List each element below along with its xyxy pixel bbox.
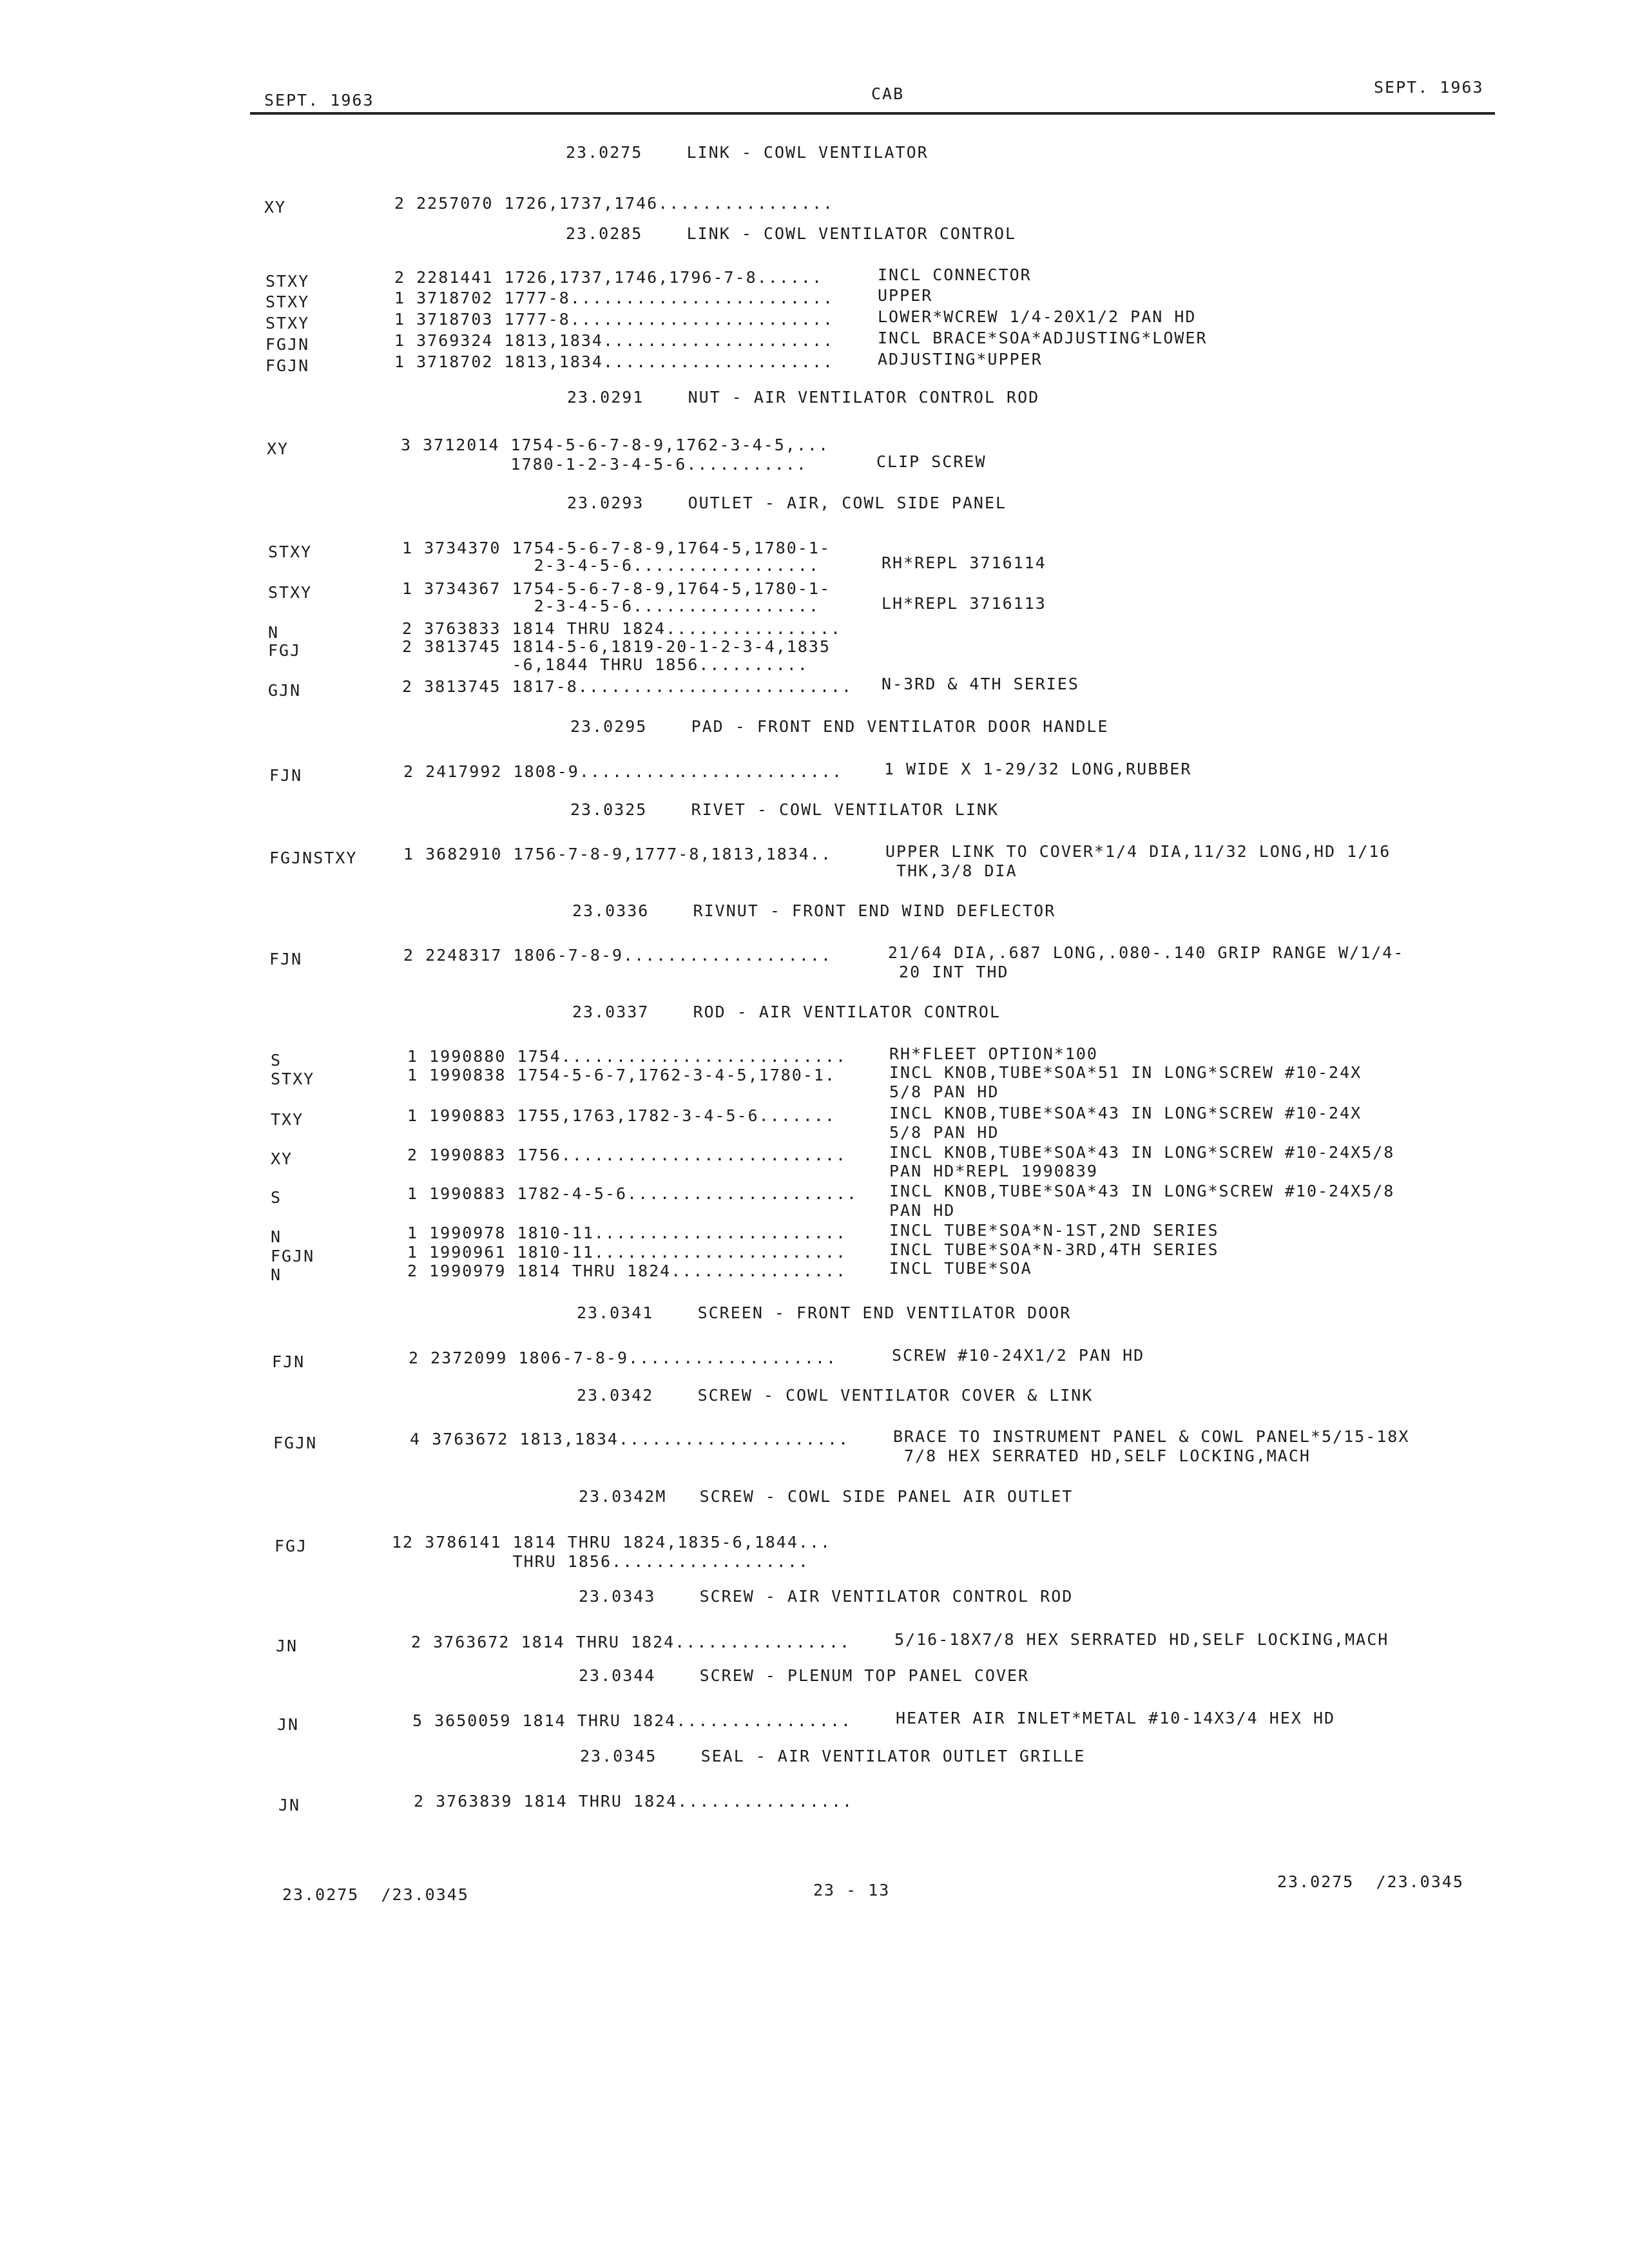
row-description: INCL KNOB,TUBE*SOA*43 IN LONG*SCREW #10-24X xyxy=(889,1104,1362,1122)
row-part-entry: 4 3763672 1813,1834..................... xyxy=(410,1430,850,1448)
row-model-code: FJN xyxy=(272,1352,305,1371)
row-model-code: STXY xyxy=(265,293,310,311)
row-description: SCREW #10-24X1/2 PAN HD xyxy=(892,1346,1145,1365)
row-part-entry: 2 1990979 1814 THRU 1824................ xyxy=(407,1262,847,1280)
row-model-code: FGJN xyxy=(273,1434,318,1452)
row-model-code: TXY xyxy=(271,1110,304,1129)
row-description: ADJUSTING*UPPER xyxy=(878,350,1043,369)
row-model-code: STXY xyxy=(268,543,313,561)
row-part-entry: 1 3682910 1756-7-8-9,1777-8,1813,1834.. xyxy=(403,845,832,863)
footer-page-number: 23 - 13 xyxy=(813,1881,891,1899)
row-description: 1 WIDE X 1-29/32 LONG,RUBBER xyxy=(884,760,1192,778)
row-model-code: S xyxy=(271,1051,282,1070)
row-part-entry: 1 3718702 1777-8........................ xyxy=(394,289,834,307)
row-model-code: XY xyxy=(264,198,287,216)
row-description: N-3RD & 4TH SERIES xyxy=(882,675,1079,693)
row-part-entry: 2 3763833 1814 THRU 1824................ xyxy=(402,619,842,638)
row-part-entry: 2 2248317 1806-7-8-9................... xyxy=(403,946,832,965)
row-model-code: FGJ xyxy=(268,641,302,660)
row-part-entry: 1 1990978 1810-11....................... xyxy=(407,1224,847,1242)
section-heading: 23.0341 SCREEN - FRONT END VENTILATOR DOOR xyxy=(577,1303,1072,1322)
row-description: UPPER LINK TO COVER*1/4 DIA,11/32 LONG,HD 1/16 xyxy=(885,842,1391,861)
row-model-code: JN xyxy=(276,1637,298,1655)
row-part-entry: 1 1990961 1810-11....................... xyxy=(407,1243,847,1262)
row-model-code: JN xyxy=(278,1796,301,1814)
row-part-entry: 2 2417992 1808-9........................ xyxy=(403,762,843,781)
row-part-entry: 2 3763839 1814 THRU 1824................ xyxy=(414,1792,854,1811)
row-model-code: XY xyxy=(271,1149,293,1168)
row-model-code: FGJN xyxy=(265,356,310,375)
row-description: 5/16-18X7/8 HEX SERRATED HD,SELF LOCKING,MACH xyxy=(894,1630,1389,1649)
row-part-entry: 5 3650059 1814 THRU 1824................ xyxy=(412,1711,853,1730)
row-part-entry: 1 1990880 1754.......................... xyxy=(407,1047,847,1066)
row-part-entry: 2 3813745 1814-5-6,1819-20-1-2-3-4,1835 xyxy=(402,637,831,656)
row-part-entry: 1 1990883 1782-4-5-6..................... xyxy=(407,1184,858,1203)
header-date-left: SEPT. 1963 xyxy=(264,91,374,110)
row-model-code: STXY xyxy=(265,314,310,332)
row-part-entry: 2 3813745 1817-8......................... xyxy=(402,677,853,696)
row-description: INCL KNOB,TUBE*SOA*43 IN LONG*SCREW #10-24X5/8 xyxy=(889,1143,1395,1162)
row-model-code: STXY xyxy=(265,272,310,291)
row-description: LOWER*WCREW 1/4-20X1/2 PAN HD xyxy=(878,307,1197,326)
row-model-code: FGJNSTXY xyxy=(269,849,358,867)
row-description: BRACE TO INSTRUMENT PANEL & COWL PANEL*5/15-18X xyxy=(893,1427,1410,1446)
row-description: RH*FLEET OPTION*100 xyxy=(889,1044,1098,1063)
row-description: INCL CONNECTOR xyxy=(878,265,1032,284)
row-part-entry: 1 3734367 1754-5-6-7-8-9,1764-5,1780-1- xyxy=(402,579,831,598)
section-heading: 23.0275 LINK - COWL VENTILATOR xyxy=(566,143,929,162)
row-model-code: N xyxy=(268,623,280,642)
row-model-code: FGJ xyxy=(275,1537,308,1555)
header-date-right: SEPT. 1963 xyxy=(1374,78,1484,97)
row-part-entry: 1780-1-2-3-4-5-6........... xyxy=(401,455,807,474)
row-description: THK,3/8 DIA xyxy=(885,861,1017,880)
section-heading: 23.0325 RIVET - COWL VENTILATOR LINK xyxy=(570,800,999,819)
row-description: INCL TUBE*SOA xyxy=(889,1259,1032,1278)
row-model-code: XY xyxy=(267,439,289,458)
row-description: RH*REPL 3716114 xyxy=(882,553,1046,572)
header-title: CAB xyxy=(871,84,905,103)
section-heading: 23.0342M SCREW - COWL SIDE PANEL AIR OUTLET xyxy=(579,1487,1074,1506)
row-description: 5/8 PAN HD xyxy=(889,1123,999,1142)
row-description: 5/8 PAN HD xyxy=(889,1082,999,1101)
section-heading: 23.0295 PAD - FRONT END VENTILATOR DOOR HANDLE xyxy=(570,717,1109,736)
row-description: UPPER xyxy=(878,286,933,305)
row-description: 7/8 HEX SERRATED HD,SELF LOCKING,MACH xyxy=(893,1446,1311,1465)
row-part-entry: 2 3763672 1814 THRU 1824................ xyxy=(411,1633,851,1651)
row-model-code: S xyxy=(271,1188,282,1207)
section-heading: 23.0342 SCREW - COWL VENTILATOR COVER & LINK xyxy=(577,1386,1094,1405)
section-heading: 23.0344 SCREW - PLENUM TOP PANEL COVER xyxy=(579,1666,1030,1685)
row-description: INCL KNOB,TUBE*SOA*51 IN LONG*SCREW #10-24X xyxy=(889,1063,1362,1082)
row-part-entry: 1 3734370 1754-5-6-7-8-9,1764-5,1780-1- xyxy=(402,539,831,557)
section-heading: 23.0293 OUTLET - AIR, COWL SIDE PANEL xyxy=(567,494,1007,512)
row-part-entry: 2-3-4-5-6................. xyxy=(402,597,820,615)
row-model-code: FGJN xyxy=(265,335,310,354)
row-model-code: GJN xyxy=(268,681,302,700)
footer-range-left: 23.0275 /23.0345 xyxy=(282,1885,469,1904)
row-part-entry: THRU 1856.................. xyxy=(392,1552,809,1571)
row-model-code: N xyxy=(271,1227,282,1246)
row-description: LH*REPL 3716113 xyxy=(882,594,1046,613)
row-part-entry: 1 1990883 1755,1763,1782-3-4-5-6....... xyxy=(407,1106,836,1125)
row-part-entry: 2 2372099 1806-7-8-9................... xyxy=(409,1349,837,1367)
row-description: 20 INT THD xyxy=(888,963,1009,981)
row-part-entry: 1 3718703 1777-8........................ xyxy=(394,310,834,329)
row-description: INCL KNOB,TUBE*SOA*43 IN LONG*SCREW #10-24X5/8 xyxy=(889,1182,1395,1200)
row-model-code: STXY xyxy=(268,583,313,602)
row-description: CLIP SCREW xyxy=(876,452,987,471)
row-part-entry: 1 3718702 1813,1834..................... xyxy=(394,352,834,371)
row-model-code: N xyxy=(271,1265,282,1284)
row-model-code: JN xyxy=(277,1715,300,1734)
row-description: INCL TUBE*SOA*N-1ST,2ND SERIES xyxy=(889,1221,1219,1240)
section-heading: 23.0337 ROD - AIR VENTILATOR CONTROL xyxy=(572,1003,1001,1021)
row-description: HEATER AIR INLET*METAL #10-14X3/4 HEX HD xyxy=(896,1709,1336,1727)
row-part-entry: 2 1990883 1756.......................... xyxy=(407,1146,847,1164)
row-part-entry: 12 3786141 1814 THRU 1824,1835-6,1844... xyxy=(392,1533,832,1552)
row-part-entry: 1 1990838 1754-5-6-7,1762-3-4-5,1780-1. xyxy=(407,1066,836,1084)
row-model-code: STXY xyxy=(271,1070,315,1088)
row-description: INCL TUBE*SOA*N-3RD,4TH SERIES xyxy=(889,1240,1219,1259)
row-part-entry: 1 3769324 1813,1834..................... xyxy=(394,331,834,350)
footer-range-right: 23.0275 /23.0345 xyxy=(1277,1872,1464,1891)
row-part-entry: 2-3-4-5-6................. xyxy=(402,556,820,575)
row-part-entry: 3 3712014 1754-5-6-7-8-9,1762-3-4-5,... xyxy=(401,436,829,454)
section-heading: 23.0285 LINK - COWL VENTILATOR CONTROL xyxy=(566,224,1017,243)
header-rule xyxy=(250,112,1495,115)
row-model-code: FJN xyxy=(269,766,303,785)
section-heading: 23.0291 NUT - AIR VENTILATOR CONTROL ROD xyxy=(567,388,1040,407)
row-model-code: FGJN xyxy=(271,1247,315,1265)
section-heading: 23.0345 SEAL - AIR VENTILATOR OUTLET GRILLE xyxy=(580,1747,1086,1765)
row-description: PAN HD*REPL 1990839 xyxy=(889,1162,1098,1180)
row-model-code: FJN xyxy=(269,950,303,968)
row-description: PAN HD xyxy=(889,1201,956,1220)
section-heading: 23.0343 SCREW - AIR VENTILATOR CONTROL ROD xyxy=(579,1587,1074,1606)
row-description: 21/64 DIA,.687 LONG,.080-.140 GRIP RANGE W/1/4- xyxy=(888,943,1405,962)
row-part-entry: -6,1844 THRU 1856.......... xyxy=(402,655,809,674)
row-part-entry: 2 2281441 1726,1737,1746,1796-7-8...... xyxy=(394,268,823,287)
row-description: INCL BRACE*SOA*ADJUSTING*LOWER xyxy=(878,329,1208,347)
row-part-entry: 2 2257070 1726,1737,1746................ xyxy=(394,194,834,213)
section-heading: 23.0336 RIVNUT - FRONT END WIND DEFLECTOR xyxy=(572,901,1056,920)
